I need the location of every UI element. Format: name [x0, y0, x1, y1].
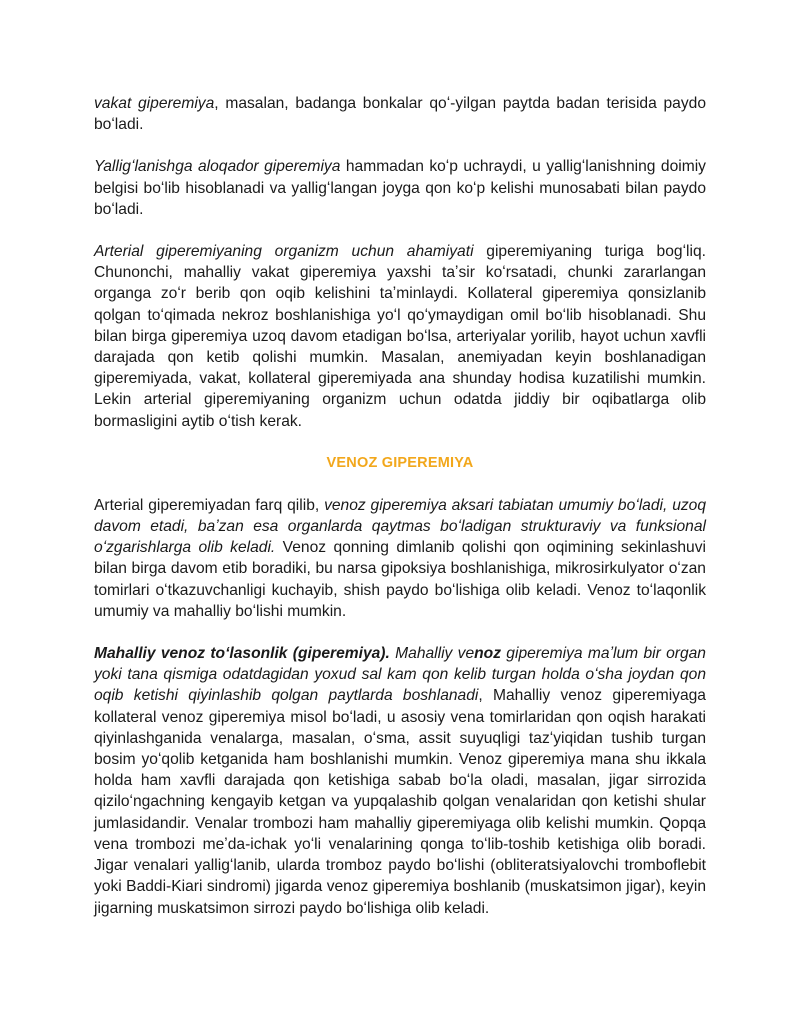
venous-definition: venoz giperemiya aksari tabiatan umumiy boʻladi, uzoq davom etadi, baʼzan esa organlarda qaytmas boʻladigan strukturaviy va funksional oʻzgarishlarga olib keladi.: [94, 496, 707, 557]
paragraph-vakat: vakat giperemiya, masalan, badanga bonkalar qoʻ-yilgan paytda badan terisida paydo boʻladi.: [94, 95, 706, 134]
paragraph-local-venous: Mahalliy venoz toʻlasonlik (giperemiya). Mahalliy venoz giperemiya maʼlum bir organ yoki tana qismiga odatdagidan yoxud sal kam qon kelib turgan holda oʻsha joydan qon oqib ketishi qiyinlashib qolgan paytlarda boshlanadi, Mahalliy venoz giperemiyaga kollateral venoz giperemiya misol boʻladi, u asosiy vena tomirlaridan qon oqish harakati qiyinlashganida venalarga, masalan, oʻsma, assit suyuqligi tazʻyiqidan tushib turgan bosim yoʻqolib ketganida ham boshlanishi mumkin. Venoz giperemiya mana shu ikkala holda ham xavfli darajada qon ketishiga sabab boʻla oladi, masalan, jigar sirrozida qiziloʻngachning kengayib ketgan va yupqalashib qolgan venalaridan qon ketishi shular jumlasidandir. Venalar trombozi ham mahalliy giperemiyaga olib kelishi mumkin. Qopqa vena trombozi meʼda-ichak yoʻli venalarining qonga toʻlib-toshib ketishiga olib boradi. Jigar venalari yalligʻlanib, ularda tromboz paydo boʻlishi (obliteratsiyalovchi tromboflebit yoki Baddi-Kiari sindromi) jigarda venoz giperemiya boshlanib (muskatsimon jigar), keyin jigarning muskatsimon sirrozi paydo boʻlishiga olib keladi.: [94, 645, 706, 917]
term-arterial-significance: Arterial giperemiyaning organizm uchun ahamiyati: [94, 243, 474, 261]
subheading-local-venous: Mahalliy venoz toʻlasonlik (giperemiya).: [94, 645, 390, 663]
paragraph-arterial-significance: Arterial giperemiyaning organizm uchun ahamiyati giperemiyaning turiga bogʻliq. Chunonchi, mahalliy vakat giperemiya yaxshi taʼsir koʻrsatadi, chunki zararlangan organga zoʻr berib qon oqib kelishini taʼminlaydi. Kollateral giperemiya qonsizlanib qolgan toʻqimada nekroz boshlanishiga yoʻl qoʻymaydigan omil boʻlib hisoblanadi. Shu bilan birga giperemiya uzoq davom etadigan boʻlsa, arteriyalar yorilib, hayot uchun xavfli darajada qon ketib qolishi mumkin. Masalan, anemiyadan keyin boshlanadigan giperemiyada, vakat, kollateral giperemiyada ana shunday hodisa kuzatilishi mumkin. Lekin arterial giperemiyaning organizm uchun odatda jiddiy bir oqibatlarga olib bormasligini aytib oʻtish kerak.: [94, 243, 706, 430]
term-inflammatory-hyperemia: Yalligʻlanishga aloqador giperemiya: [94, 158, 341, 176]
term-vakat-giperemiya: vakat giperemiya: [94, 95, 215, 112]
paragraph-inflammatory: Yalligʻlanishga aloqador giperemiya hammadan koʻp uchraydi, u yalligʻlanishning doimiy belgisi boʻlib hisoblanadi va yalligʻlangan joyga qon koʻp kelishi munosabati bilan paydo boʻladi.: [94, 158, 706, 218]
section-heading: VENOZ GIPEREMIYA: [326, 454, 474, 471]
paragraph-venous-intro: Arterial giperemiyadan farq qilib, venoz giperemiya aksari tabiatan umumiy boʻladi, uzoq davom etadi, baʼzan esa organlarda qaytmas boʻladigan strukturaviy va funksional oʻzgarishlarga olib keladi. Venoz qonning dimlanib qolishi qon oqimining sekinlashuvi bilan birga davom etib boradiki, bu narsa gipoksiya boshlanishiga, mikrosirkulyator oʻzan tomirlari oʻtkazuvchanligi kuchayib, shish paydo boʻlishiga olib keladi. Venoz toʻlaqonlik umumiy va mahalliy boʻlishi mumkin.: [94, 496, 707, 620]
